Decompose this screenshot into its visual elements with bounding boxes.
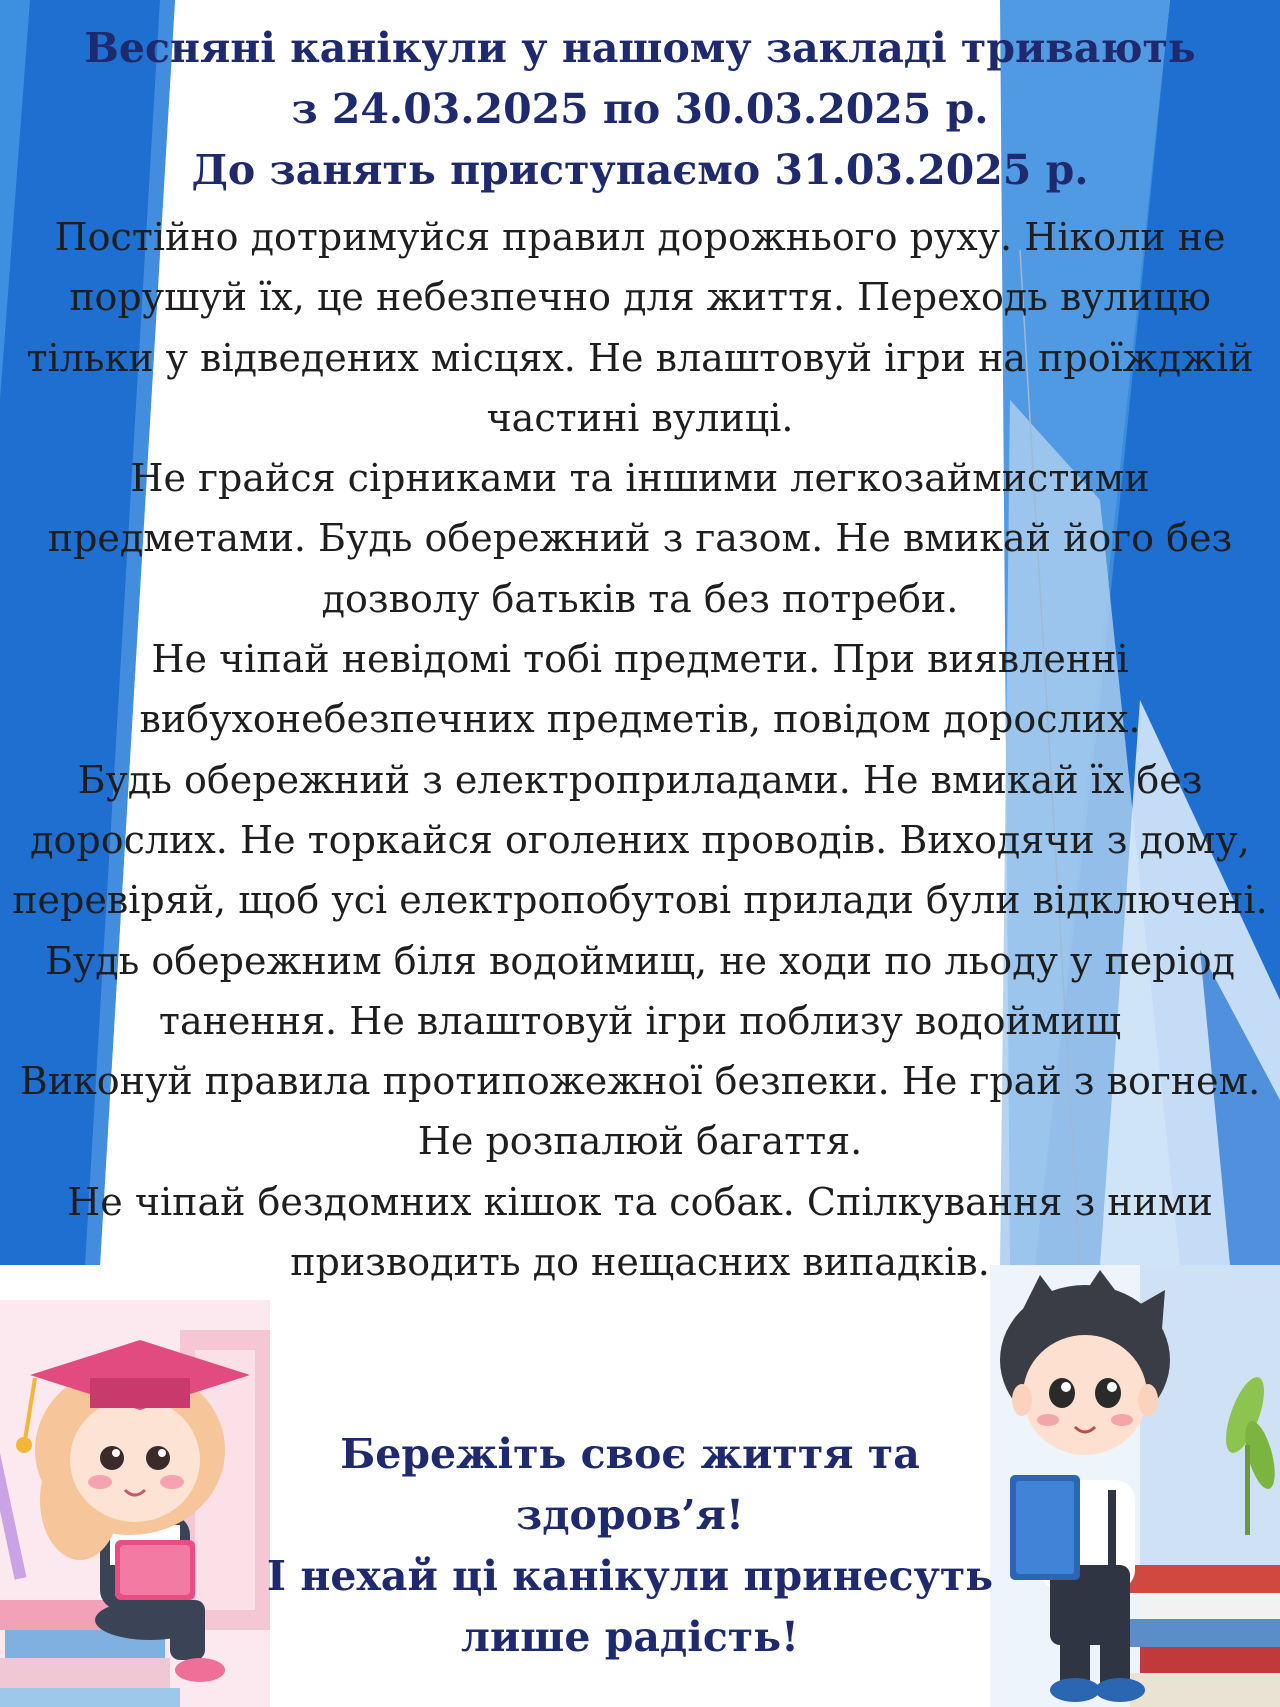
header-line-date-range: з 24.03.2025 по 30.03.2025 р. <box>291 85 989 133</box>
closing-line-2: здоров’я! <box>516 1491 744 1539</box>
boy-with-book-illustration <box>990 1265 1280 1707</box>
holiday-dates-header <box>0 18 1280 201</box>
closing-line-1: Бережіть своє життя та <box>340 1430 920 1478</box>
header-line-holiday-title: Весняні канікули у нашому закладі тривають <box>84 24 1196 72</box>
rule-stray-animals: Не чіпай бездомних кішок та собак. Спілкування з ними призводить до нещасних випадків. <box>67 1179 1213 1285</box>
rule-electrical: Будь обережний з електроприладами. Не вмикай їх без дорослих. Не торкайся оголених проводів. Виходячи з дому, перевіряй, щоб усі електропобутові прилади були відключені. <box>12 757 1268 923</box>
girl-with-book-illustration <box>0 1300 270 1707</box>
rule-unknown-objects: Не чіпай невідомі тобі предмети. При виявленні вибухонебезпечних предметів, повідом дорослих. <box>139 637 1141 742</box>
header-line-return-date: До занять приступаємо 31.03.2025 р. <box>191 146 1089 194</box>
rule-water-bodies: Будь обережним біля водоймищ, не ходи по льоду у період танення. Не влаштовуй ігри поблизу водоймищ <box>44 938 1236 1043</box>
rule-road-safety: Постійно дотримуйся правил дорожнього руху. Ніколи не порушуй їх, це небезпечно для життя. Переходь вулицю тільки у відведених місцях. Не влаштовуй ігри на проїжджій частині вулиці. <box>26 215 1254 440</box>
rule-fire-gas: Не грайся сірниками та іншими легкозаймистими предметами. Будь обережний з газом. Не вмикай його без дозволу батьків та без потреби. <box>47 456 1233 621</box>
rule-fire-safety: Виконуй правила протипожежної безпеки. Не грай з вогнем. Не розпалюй багаття. <box>19 1059 1261 1164</box>
safety-rules <box>0 207 1280 1292</box>
closing-wish <box>260 1424 1000 1668</box>
closing-line-4: лише радість! <box>460 1613 800 1661</box>
closing-line-3: І нехай ці канікули принесуть <box>266 1552 994 1600</box>
